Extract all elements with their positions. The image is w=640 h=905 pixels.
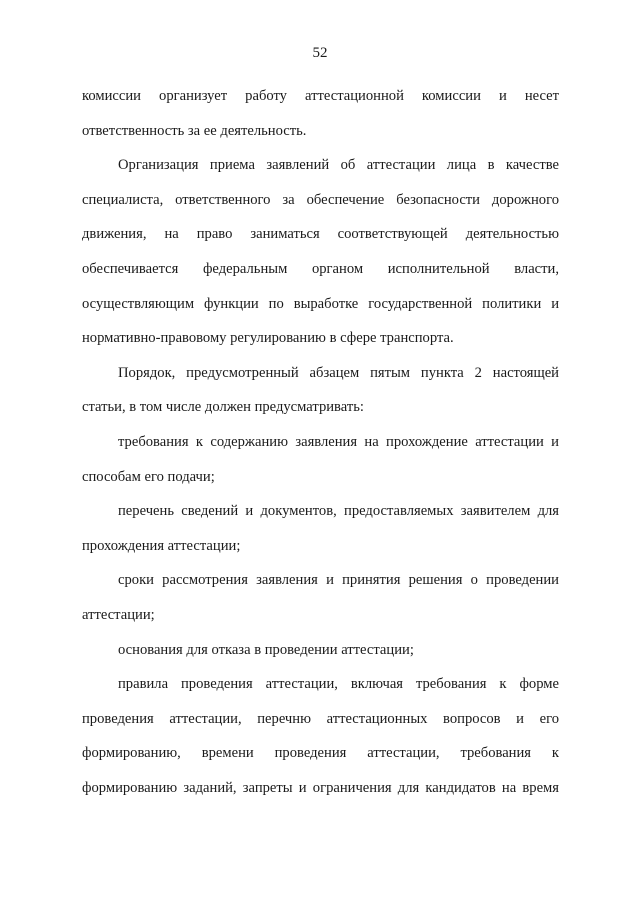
paragraph-procedure-intro: Порядок, предусмотренный абзацем пятым пункта 2 настоящей статьи, в том числе должен предусматривать:: [82, 364, 559, 416]
paragraph-refusal-grounds: основания для отказа в проведении аттестации;: [118, 641, 414, 658]
paragraph-application-organization: Организация приема заявлений об аттестации лица в качестве специалиста, ответственного за обеспечение безопасности дорожного движения, на право заниматься соответствующей деятельностью обеспечивается федеральным органом исполнительной власти, осуществляющим функции по выработке государственной политики и нормативно-правовому регулированию в сфере транспорта.: [82, 157, 559, 347]
document-body: [82, 79, 559, 805]
paragraph-attestation-rules: правила проведения аттестации, включая требования к форме проведения аттестации, перечню аттестационных вопросов и его формированию, времени проведения аттестации, требования к формированию заданий, запреты и ограничения для кандидатов на время: [82, 676, 559, 796]
paragraph-review-deadlines: сроки рассмотрения заявления и принятия решения о проведении аттестации;: [82, 572, 559, 623]
paragraph-application-requirements: требования к содержанию заявления на прохождение аттестации и способам его подачи;: [82, 433, 559, 485]
paragraph-documents-list: перечень сведений и документов, предоставляемых заявителем для прохождения аттестации;: [82, 503, 559, 554]
page-number: 52: [312, 45, 328, 61]
paragraph-commission-responsibility: комиссии организует работу аттестационной комиссии и несет ответственность за ее деятельность.: [82, 88, 559, 139]
